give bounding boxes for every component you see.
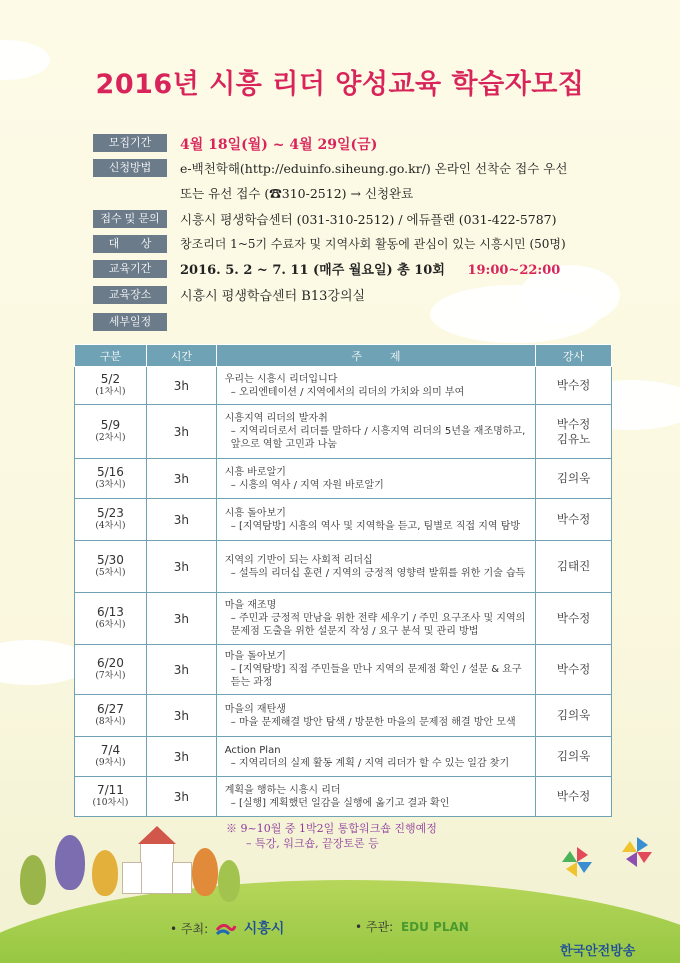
row-instructor: 박수정 — [536, 367, 612, 405]
header-topic: 주 제 — [216, 345, 535, 367]
table-header-row — [75, 345, 612, 367]
row-instructor: 박수정 — [536, 645, 612, 695]
tree-decoration — [55, 835, 85, 890]
watermark-text: 한국안전방송 — [560, 944, 636, 959]
period2-value — [180, 259, 560, 278]
table-row — [75, 459, 612, 499]
tree-decoration — [218, 860, 240, 902]
row-topic: 지역의 기반이 되는 사회적 리더십 – 설득의 리더십 훈련 / 지역의 긍정적 영향력 발휘를 위한 기술 습득 — [216, 541, 535, 593]
note-line-2: – 특강, 워크숍, 끝장토론 등 — [246, 836, 379, 850]
table-row — [75, 541, 612, 593]
row-date: 5/2 (1차시) — [75, 367, 147, 405]
page-title: 2016년 시흥 리더 양성교육 학습자모집 — [95, 69, 585, 100]
contact-label: 접수 및 문의 — [93, 210, 167, 228]
table-row — [75, 777, 612, 817]
row-time: 3h — [146, 541, 216, 593]
row-instructor: 박수정 김유노 — [536, 405, 612, 459]
table-row — [75, 695, 612, 737]
target-value: 창조리더 1~5기 수료자 및 지역사회 활동에 관심이 있는 시흥시민 (50명) — [180, 237, 566, 251]
period-label: 모집기간 — [93, 134, 167, 152]
row-date: 5/9 (2차시) — [75, 405, 147, 459]
host-label: • 주최: — [170, 922, 209, 936]
period2-label: 교육기간 — [93, 260, 167, 278]
row-time: 3h — [146, 499, 216, 541]
table-row — [75, 499, 612, 541]
row-time: 3h — [146, 777, 216, 817]
row-topic: 마을의 재탄생 – 마을 문제해결 방안 탐색 / 방문한 마을의 문제점 해결 방안 모색 — [216, 695, 535, 737]
row-topic: 마을 돌아보기 – [지역탐방] 직접 주민들을 만나 지역의 문제점 확인 / 설문 & 요구 듣는 과정 — [216, 645, 535, 695]
row-time: 3h — [146, 593, 216, 645]
place-value: 시흥시 평생학습센터 B13강의실 — [180, 289, 366, 304]
table-row — [75, 405, 612, 459]
row-date: 6/13 (6차시) — [75, 593, 147, 645]
row-topic: 계획을 행하는 시흥시 리더 – [실행] 계획했던 일감을 실행에 옮기고 결과 확인 — [216, 777, 535, 817]
host-logo: 시흥시 — [243, 921, 285, 937]
row-instructor: 김의욱 — [536, 737, 612, 777]
roof-decoration — [138, 826, 176, 844]
period2-dates: 2016. 5. 2 ~ 7. 11 (매주 월요일) 총 10회 — [180, 263, 445, 278]
row-date: 5/30 (5차시) — [75, 541, 147, 593]
header-time: 시간 — [146, 345, 216, 367]
table-row — [75, 367, 612, 405]
siheung-logo-icon — [215, 922, 237, 938]
row-topic: 시흥 돌아보기 – [지역탐방] 시흥의 역사 및 지역학을 듣고, 팀별로 직접 지역 탐방 — [216, 499, 535, 541]
target-label: 대 상 — [93, 235, 167, 253]
watermark — [560, 940, 635, 959]
workshop-note — [226, 822, 437, 852]
pinwheel-decoration — [620, 835, 654, 869]
row-time: 3h — [146, 695, 216, 737]
period2-time: 19:00~22:00 — [467, 263, 561, 278]
row-instructor: 박수정 — [536, 499, 612, 541]
row-date: 6/20 (7차시) — [75, 645, 147, 695]
organizer-footer — [355, 918, 469, 935]
row-date: 5/16 (3차시) — [75, 459, 147, 499]
row-topic: 시흥 바로알기 – 시흥의 역사 / 지역 자원 바로알기 — [216, 459, 535, 499]
header-instructor: 강사 — [536, 345, 612, 367]
apply-value-2: 또는 유선 접수 (☎310-2512) → 신청완료 — [180, 186, 414, 201]
row-time: 3h — [146, 405, 216, 459]
row-topic: 우리는 시흥시 리더입니다 – 오리엔테이션 / 지역에서의 리더의 가치와 의미 부여 — [216, 367, 535, 405]
table-row — [75, 593, 612, 645]
tree-decoration — [192, 848, 218, 896]
schedule-table — [74, 344, 612, 817]
row-time: 3h — [146, 645, 216, 695]
row-time: 3h — [146, 737, 216, 777]
tree-decoration — [20, 855, 46, 905]
detail-label: 세부일정 — [93, 313, 167, 331]
house-decoration — [122, 862, 142, 894]
apply-value-1: e-백천학해(http://eduinfo.siheung.go.kr/) 온라인 선착순 접수 우선 — [180, 161, 568, 176]
pinwheel-icon — [620, 835, 654, 869]
row-instructor: 김의욱 — [536, 459, 612, 499]
house-decoration — [172, 862, 192, 894]
row-time: 3h — [146, 367, 216, 405]
organizer-label: • 주관: — [355, 920, 394, 934]
apply-label: 신청방법 — [93, 159, 167, 177]
host-footer — [170, 918, 284, 938]
pinwheel-decoration — [560, 845, 594, 879]
row-date: 7/4 (9차시) — [75, 737, 147, 777]
period-value: 4월 18일(월) ~ 4월 29일(금) — [180, 137, 378, 153]
row-topic: Action Plan – 지역리더의 실제 활동 계획 / 지역 리더가 할 수 있는 일감 찾기 — [216, 737, 535, 777]
row-instructor: 박수정 — [536, 777, 612, 817]
note-line-1: ※ 9~10월 중 1박2일 통합워크숍 진행예정 — [226, 822, 437, 835]
row-date: 7/11 (10차시) — [75, 777, 147, 817]
row-instructor: 박수정 — [536, 593, 612, 645]
table-row — [75, 737, 612, 777]
organizer-logo: EDU PLAN — [400, 920, 469, 934]
row-topic: 시흥지역 리더의 발자취 – 지역리더로서 리더를 말하다 / 시흥지역 리더의 5년을 재조명하고, 앞으로 역할 고민과 나눔 — [216, 405, 535, 459]
row-time: 3h — [146, 459, 216, 499]
table-row — [75, 645, 612, 695]
row-date: 5/23 (4차시) — [75, 499, 147, 541]
row-date: 6/27 (8차시) — [75, 695, 147, 737]
row-instructor: 김의욱 — [536, 695, 612, 737]
contact-value: 시흥시 평생학습센터 (031-310-2512) / 에듀플랜 (031-422-5787) — [180, 212, 557, 227]
house-decoration — [140, 842, 174, 894]
place-label: 교육장소 — [93, 286, 167, 304]
row-topic: 마을 재조명 – 주민과 긍정적 만남을 위한 전략 세우기 / 주민 요구조사 및 지역의 문제점 도출을 위한 설문지 작성 / 요구 분석 및 관리 방법 — [216, 593, 535, 645]
header-category: 구분 — [75, 345, 147, 367]
tree-decoration — [92, 850, 118, 896]
pinwheel-icon — [560, 845, 594, 879]
row-instructor: 김태진 — [536, 541, 612, 593]
